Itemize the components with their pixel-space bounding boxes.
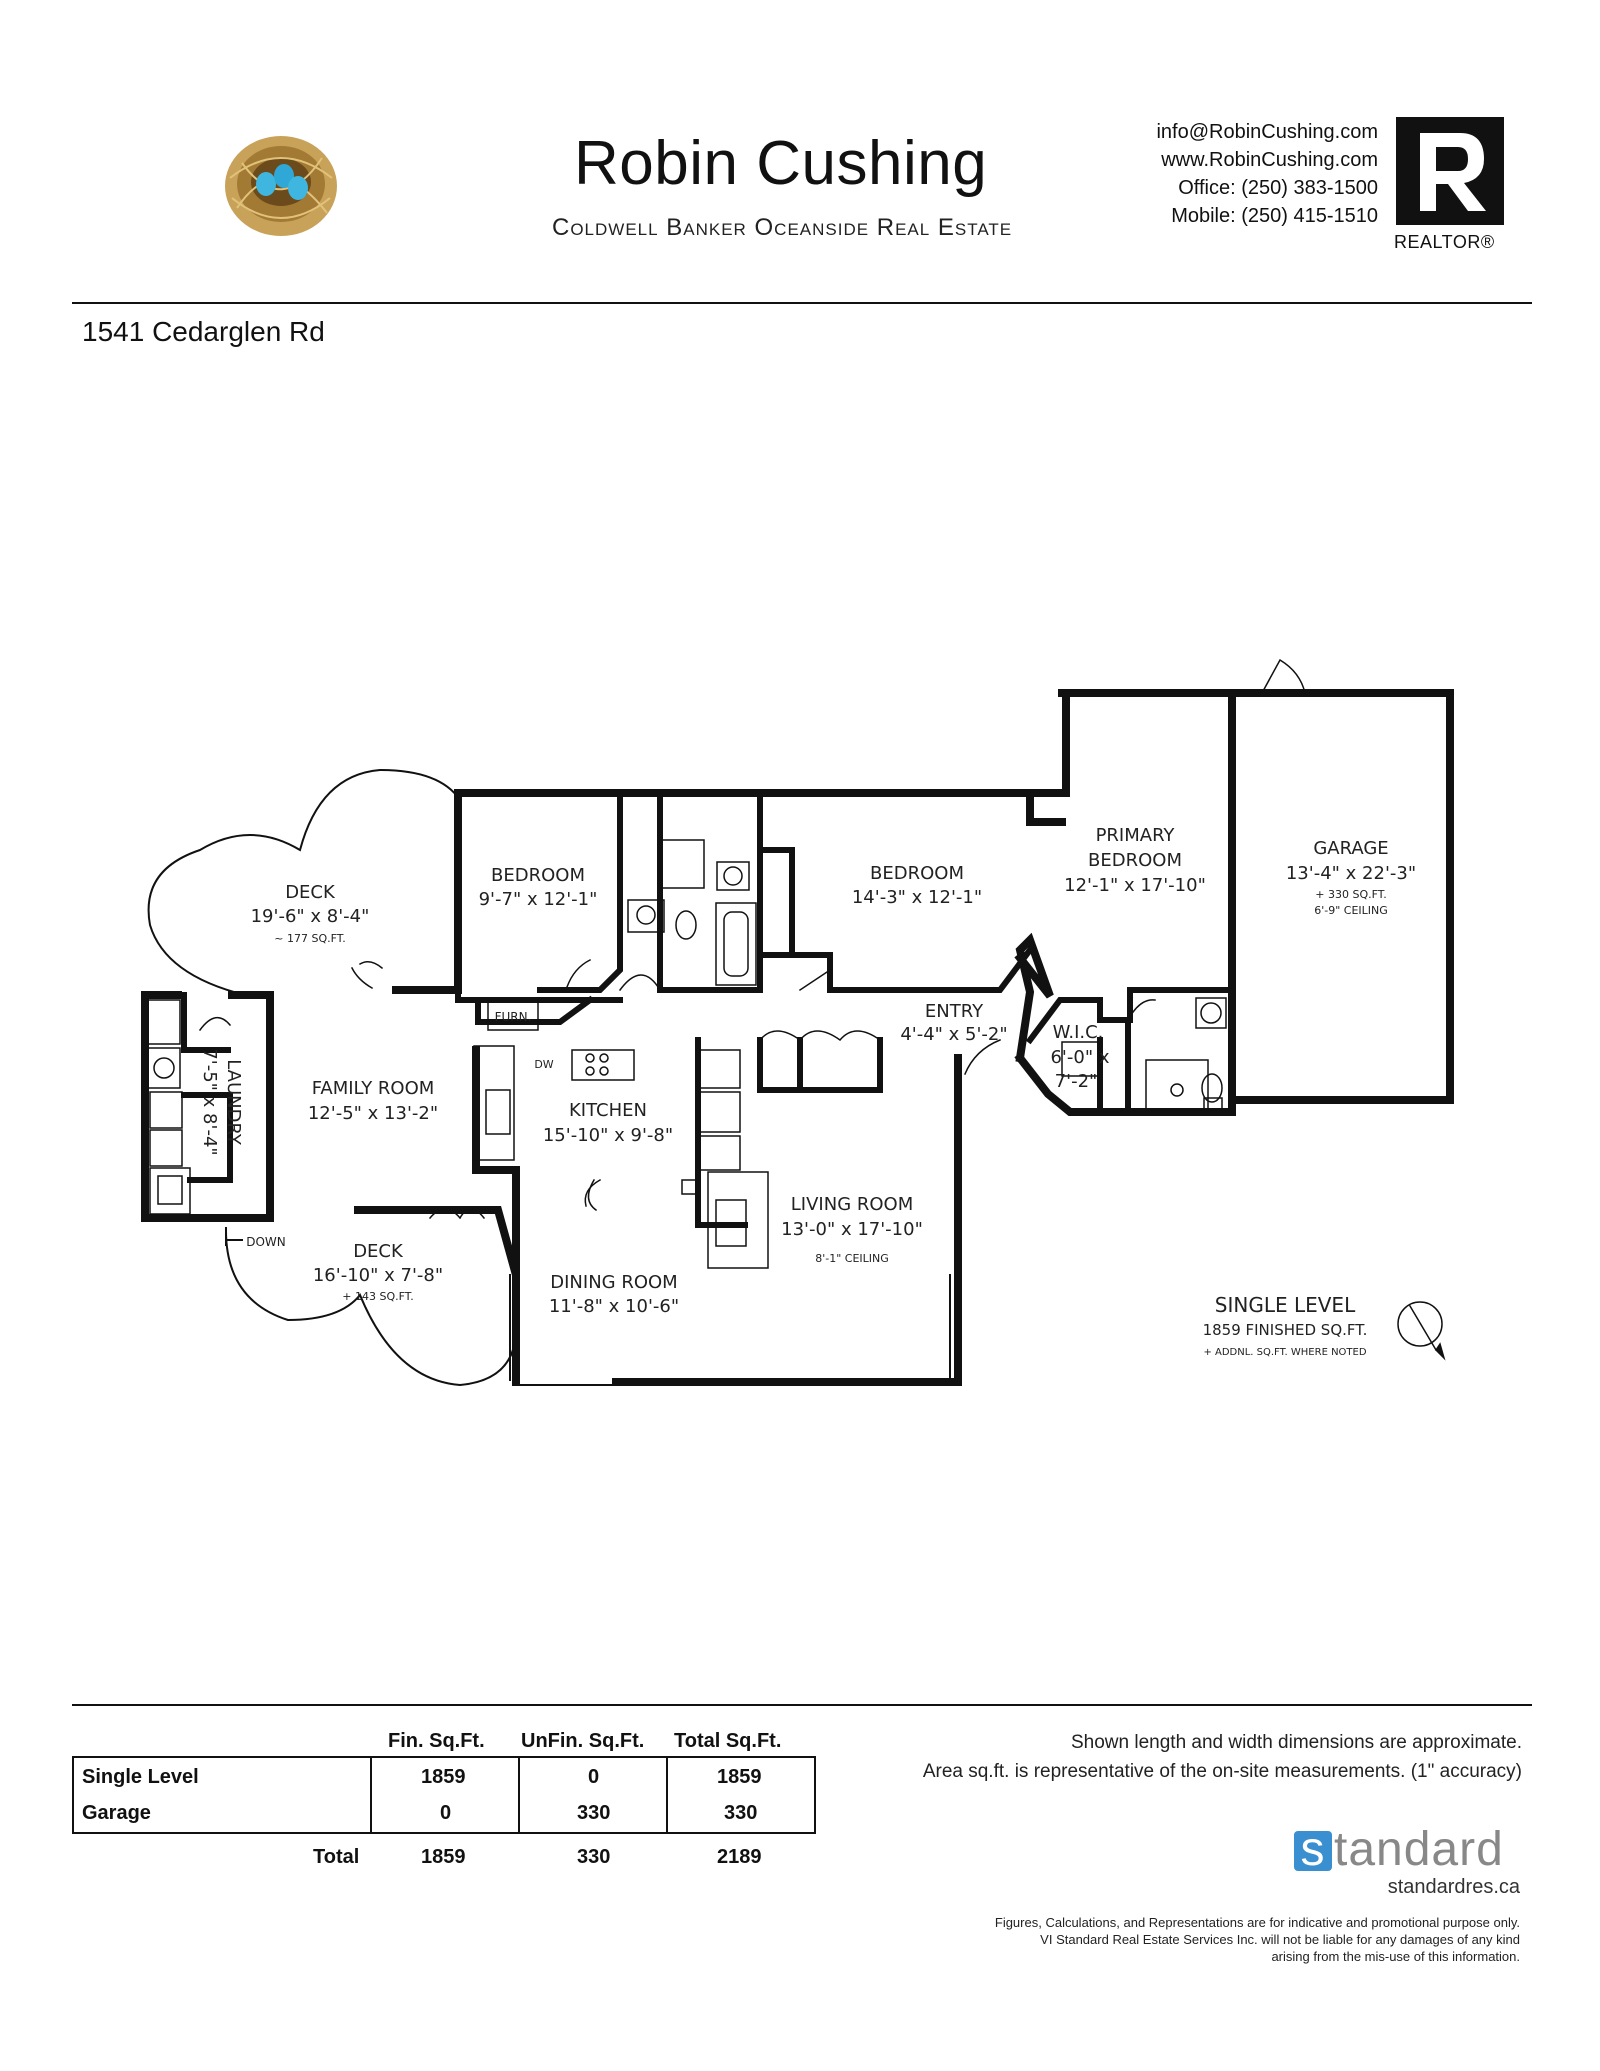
- total-unfin: 330: [577, 1846, 611, 1868]
- agent-name: Robin Cushing: [574, 129, 988, 198]
- col-header-total: Total Sq.Ft.: [674, 1730, 782, 1752]
- dining-name: DINING ROOM: [550, 1272, 678, 1293]
- standard-logo: [1294, 1822, 1504, 1877]
- garage-area: + 330 SQ.FT.: [1315, 888, 1387, 901]
- family-dims: 12'-5" x 13'-2": [307, 1103, 439, 1124]
- laundry-dims: 7'-5" x 8'-4": [199, 1048, 220, 1156]
- total-total: 2189: [717, 1846, 762, 1868]
- disclaimer-line-1: Figures, Calculations, and Representations are for indicative and promotional purpose only.: [994, 1915, 1520, 1930]
- primary-name-1: PRIMARY: [1095, 825, 1175, 846]
- row-single-unfin: 0: [588, 1766, 600, 1788]
- col-header-fin: Fin. Sq.Ft.: [388, 1730, 485, 1752]
- garage-name: GARAGE: [1313, 838, 1389, 859]
- stairs-down-label: DOWN: [246, 1235, 286, 1249]
- row-garage-total: 330: [724, 1802, 758, 1824]
- realtor-label: REALTOR®: [1394, 232, 1495, 252]
- row-single-fin: 1859: [421, 1766, 466, 1788]
- property-address: 1541 Cedarglen Rd: [82, 316, 325, 347]
- living-ceiling: 8'-1" CEILING: [815, 1252, 889, 1265]
- disclaimer-line-2: VI Standard Real Estate Services Inc. will not be liable for any damages of any kind: [1040, 1932, 1520, 1947]
- disclaimer-line-3: arising from the mis-use of this information.: [1271, 1949, 1520, 1964]
- total-fin: 1859: [421, 1846, 466, 1868]
- col-header-unfin: UnFin. Sq.Ft.: [521, 1730, 645, 1752]
- summary-title: SINGLE LEVEL: [1214, 1293, 1356, 1317]
- wic-name: W.I.C.: [1052, 1022, 1104, 1043]
- summary-finished: 1859 FINISHED SQ.FT.: [1202, 1321, 1368, 1339]
- primary-name-2: BEDROOM: [1088, 850, 1182, 871]
- deck-lower-area: + 143 SQ.FT.: [342, 1290, 414, 1303]
- dimension-note: Shown length and width dimensions are approximate.: [1071, 1732, 1522, 1753]
- wic-dims-1: 6'-0" x: [1050, 1047, 1110, 1068]
- bedroom-b-name: BEDROOM: [870, 863, 964, 884]
- deck-lower-dims: 16'-10" x 7'-8": [312, 1265, 444, 1286]
- doors: [200, 660, 1305, 1218]
- disclaimer: [995, 1914, 1520, 1965]
- living-name: LIVING ROOM: [790, 1194, 914, 1215]
- standard-logo-s: s: [1294, 1831, 1332, 1871]
- row-garage-fin: 0: [440, 1802, 452, 1824]
- family-name: FAMILY ROOM: [311, 1078, 435, 1099]
- kitchen-name: KITCHEN: [569, 1100, 647, 1121]
- deck-main-dims: 19'-6" x 8'-4": [250, 906, 370, 927]
- summary-note: + ADDNL. SQ.FT. WHERE NOTED: [1203, 1347, 1367, 1358]
- primary-dims: 12'-1" x 17'-10": [1064, 875, 1206, 896]
- email-link[interactable]: info@RobinCushing.com: [1156, 121, 1378, 143]
- row-single-total: 1859: [717, 1766, 762, 1788]
- standard-logo-text: tandard: [1334, 1823, 1504, 1876]
- living-dims: 13'-0" x 17'-10": [781, 1219, 923, 1240]
- furnace-label: FURN.: [494, 1010, 532, 1024]
- north-arrow-icon: [1398, 1302, 1444, 1358]
- standard-url[interactable]: standardres.ca: [1387, 1876, 1520, 1898]
- garage-ceiling: 6'-9" CEILING: [1314, 904, 1388, 917]
- dishwasher-label: DW: [534, 1058, 554, 1071]
- company-name: Coldwell Banker Oceanside Real Estate: [552, 214, 1013, 241]
- wic-dims-2: 7'-2": [1054, 1071, 1098, 1092]
- dining-dims: 11'-8" x 10'-6": [548, 1296, 680, 1317]
- deck-main-name: DECK: [285, 882, 335, 903]
- kitchen-dims: 15'-10" x 9'-8": [542, 1125, 674, 1146]
- office-phone: Office: (250) 383-1500: [1178, 177, 1378, 199]
- row-label-single-level: Single Level: [82, 1766, 199, 1788]
- total-label: Total: [313, 1846, 360, 1868]
- row-label-garage: Garage: [82, 1802, 151, 1824]
- deck-main-area: ~ 177 SQ.FT.: [274, 932, 346, 945]
- entry-name: ENTRY: [924, 1001, 984, 1022]
- bedroom-a-dims: 9'-7" x 12'-1": [478, 889, 598, 910]
- garage-dims: 13'-4" x 22'-3": [1285, 863, 1417, 884]
- deck-lower-name: DECK: [353, 1241, 403, 1262]
- interior-walls: [184, 793, 1232, 1225]
- area-note: Area sq.ft. is representative of the on-site measurements. (1" accuracy): [922, 1761, 1522, 1782]
- row-garage-unfin: 330: [577, 1802, 611, 1824]
- laundry-name: LAUNDRY: [223, 1059, 244, 1145]
- bedroom-b-dims: 14'-3" x 12'-1": [851, 887, 983, 908]
- website-link[interactable]: www.RobinCushing.com: [1161, 149, 1378, 171]
- entry-dims: 4'-4" x 5'-2": [900, 1024, 1008, 1045]
- footer-divider: [72, 1704, 1532, 1706]
- mobile-phone: Mobile: (250) 415-1510: [1171, 205, 1378, 227]
- bedroom-a-name: BEDROOM: [491, 865, 585, 886]
